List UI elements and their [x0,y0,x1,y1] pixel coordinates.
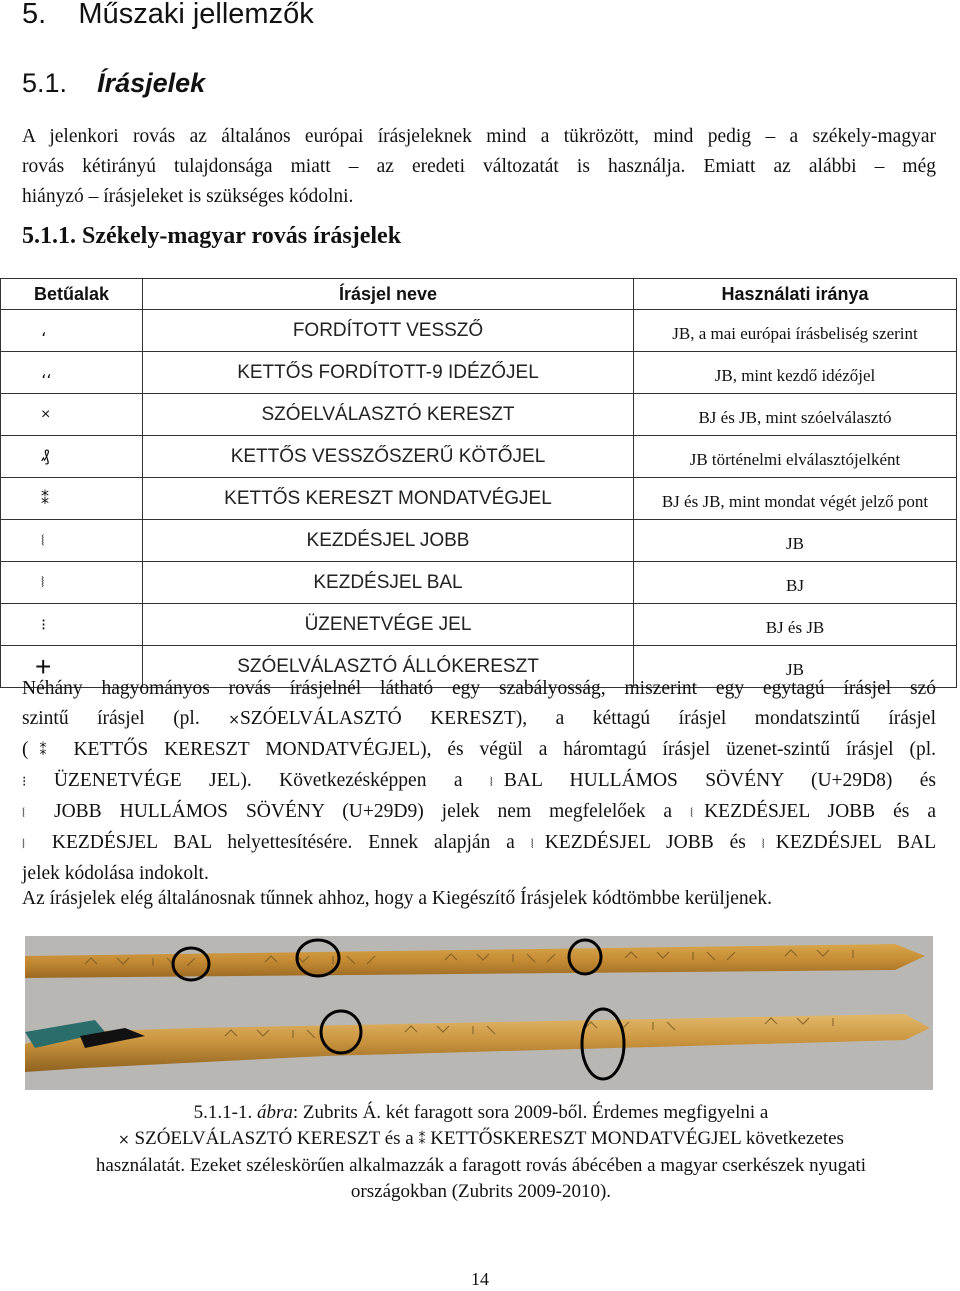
table-header-row [1,279,957,310]
intro-line: A jelenkori rovás az általános európai írásjeleknek mind a tükrözött, mind pedig – a székely-magyar [22,126,936,147]
start-mark-right-icon: ⧙ [530,836,534,852]
intro-paragraph [22,122,936,212]
page-number: 14 [471,1269,489,1289]
subsubsection-heading: 5.1.1. Székely-magyar rovás írásjelek [22,223,402,249]
table-row [1,604,957,646]
figure-caption [22,1100,940,1205]
wiggly-fence-right-icon: ⧙ [22,805,25,821]
table-row [1,562,957,604]
caption-line: országokban (Zubrits 2009-2010). [350,1181,612,1202]
usage-cell: JB, mint kezdő idézőjel [634,352,957,394]
subsection-title: Írásjelek [97,68,206,98]
paragraph-line: Az írásjelek elég általánosnak tűnnek ahhoz, hogy a Kiegészítő Írásjelek kódtömbbe kerüljenek. [22,888,772,909]
glyph-cell: ، [1,310,143,352]
usage-cell: BJ és JB [634,604,957,646]
section-title: Műszaki jellemzők [78,0,314,30]
message-end-icon: ⁝ [22,774,27,790]
name-cell: KETTŐS FORDÍTOTT-9 IDÉZŐJEL [143,352,634,394]
glyph-cell: × [1,394,143,436]
double-cross-icon: ⁑ [28,743,58,759]
glyph-cell: ⁑ [1,478,143,520]
word-separator-cross-icon: × [228,712,240,728]
intro-line: hiányzó – írásjeleket is szükséges kódolni. [22,186,354,207]
start-mark-left-icon: ⧘ [761,836,765,852]
subsection-number: 5.1. [22,68,68,98]
name-cell: KETTŐS KERESZT MONDATVÉGJEL [143,478,634,520]
section-heading [22,0,314,31]
usage-cell: BJ és JB, mint mondat végét jelző pont [634,478,957,520]
name-cell: ÜZENETVÉGE JEL [143,604,634,646]
name-cell: KETTŐS VESSZŐSZERŰ KÖTŐJEL [143,436,634,478]
start-mark-left-icon: ⧘ [22,836,25,852]
usage-cell: JB, a mai európai írásbeliség szerint [634,310,957,352]
wiggly-fence-left-icon: ⧘ [489,774,493,790]
usage-cell: JB [634,646,957,688]
start-mark-right-icon: ⧙ [690,805,694,821]
caption-line: × SZÓELVÁLASZTÓ KERESZT és a ⁑ KETTŐSKERESZT MONDATVÉGJEL következetes [118,1128,844,1149]
usage-cell: BJ [634,562,957,604]
col-header-name: Írásjel neve [143,279,634,310]
paragraph-line: ⧙ JOBB HULLÁMOS SÖVÉNY (U+29D9) jelek nem megfelelőek a ⧙ KEZDÉSJEL JOBB és a [22,797,936,828]
section-number: 5. [22,0,47,30]
paragraph-line: ⧘ KEZDÉSJEL BAL helyettesítésére. Ennek alapján a ⧙ KEZDÉSJEL JOBB és ⧘ KEZDÉSJEL BAL [22,828,936,859]
name-cell: FORDÍTOTT VESSZŐ [143,310,634,352]
paragraph-line: (⁑ KETTŐS KERESZT MONDATVÉGJEL), és végül a háromtagú írásjel üzenet-szintű írásjel (pl. [22,739,937,760]
table-row [1,436,957,478]
table-row [1,520,957,562]
paragraph-line: jelek kódolása indokolt. [22,863,209,884]
glyph-cell: ⧙ [1,520,143,562]
punctuation-table [0,278,957,688]
paragraph-line: Néhány hagyományos rovás írásjelnél látható egy szabályosság, miszerint egy egytagú írásjel szó [22,678,936,699]
name-cell: SZÓELVÁLASZTÓ ÁLLÓKERESZT [143,646,634,688]
glyph-cell: ₰ [1,436,143,478]
name-cell: SZÓELVÁLASZTÓ KERESZT [143,394,634,436]
caption-line: 5.1.1-1. ábra: Zubrits Á. két faragott sora 2009-ből. Érdemes megfigyelni a [193,1102,769,1123]
table-row [1,478,957,520]
carved-sticks-photo [25,936,933,1090]
glyph-cell: ،، [1,352,143,394]
word-separator-cross-icon: × [118,1132,130,1148]
usage-cell: JB [634,520,957,562]
regularity-paragraph [22,674,936,889]
col-header-usage: Használati iránya [634,279,957,310]
table-row [1,310,957,352]
col-header-glyph: Betűalak [1,279,143,310]
paragraph-line: szintű írásjel (pl. ×SZÓELVÁLASZTÓ KERESZT), a kéttagú írásjel mondatszintű írásjel [22,708,936,729]
name-cell: KEZDÉSJEL BAL [143,562,634,604]
glyph-cell: + [1,646,143,688]
usage-cell: BJ és JB, mint szóelválasztó [634,394,957,436]
usage-cell: JB történelmi elválasztójelként [634,436,957,478]
subsection-heading [22,68,205,99]
glyph-cell: ⧘ [1,562,143,604]
table-row [1,352,957,394]
glyph-cell: ⁝ [1,604,143,646]
name-cell: KEZDÉSJEL JOBB [143,520,634,562]
conclusion-paragraph [22,884,936,914]
caption-line: használatát. Ezeket széleskörűen alkalmazzák a faragott rovás ábécében a magyar cserkészek nyugati [95,1155,867,1176]
intro-line: rovás kétirányú tulajdonsága miatt – az eredeti változatát is használja. Emiatt az alábbi – még [22,156,936,177]
double-cross-icon: ⁑ [418,1132,426,1148]
paragraph-line: ⁝ ÜZENETVÉGE JEL). Következésképpen a ⧘ BAL HULLÁMOS SÖVÉNY (U+29D8) és [22,766,936,797]
table-row [1,394,957,436]
